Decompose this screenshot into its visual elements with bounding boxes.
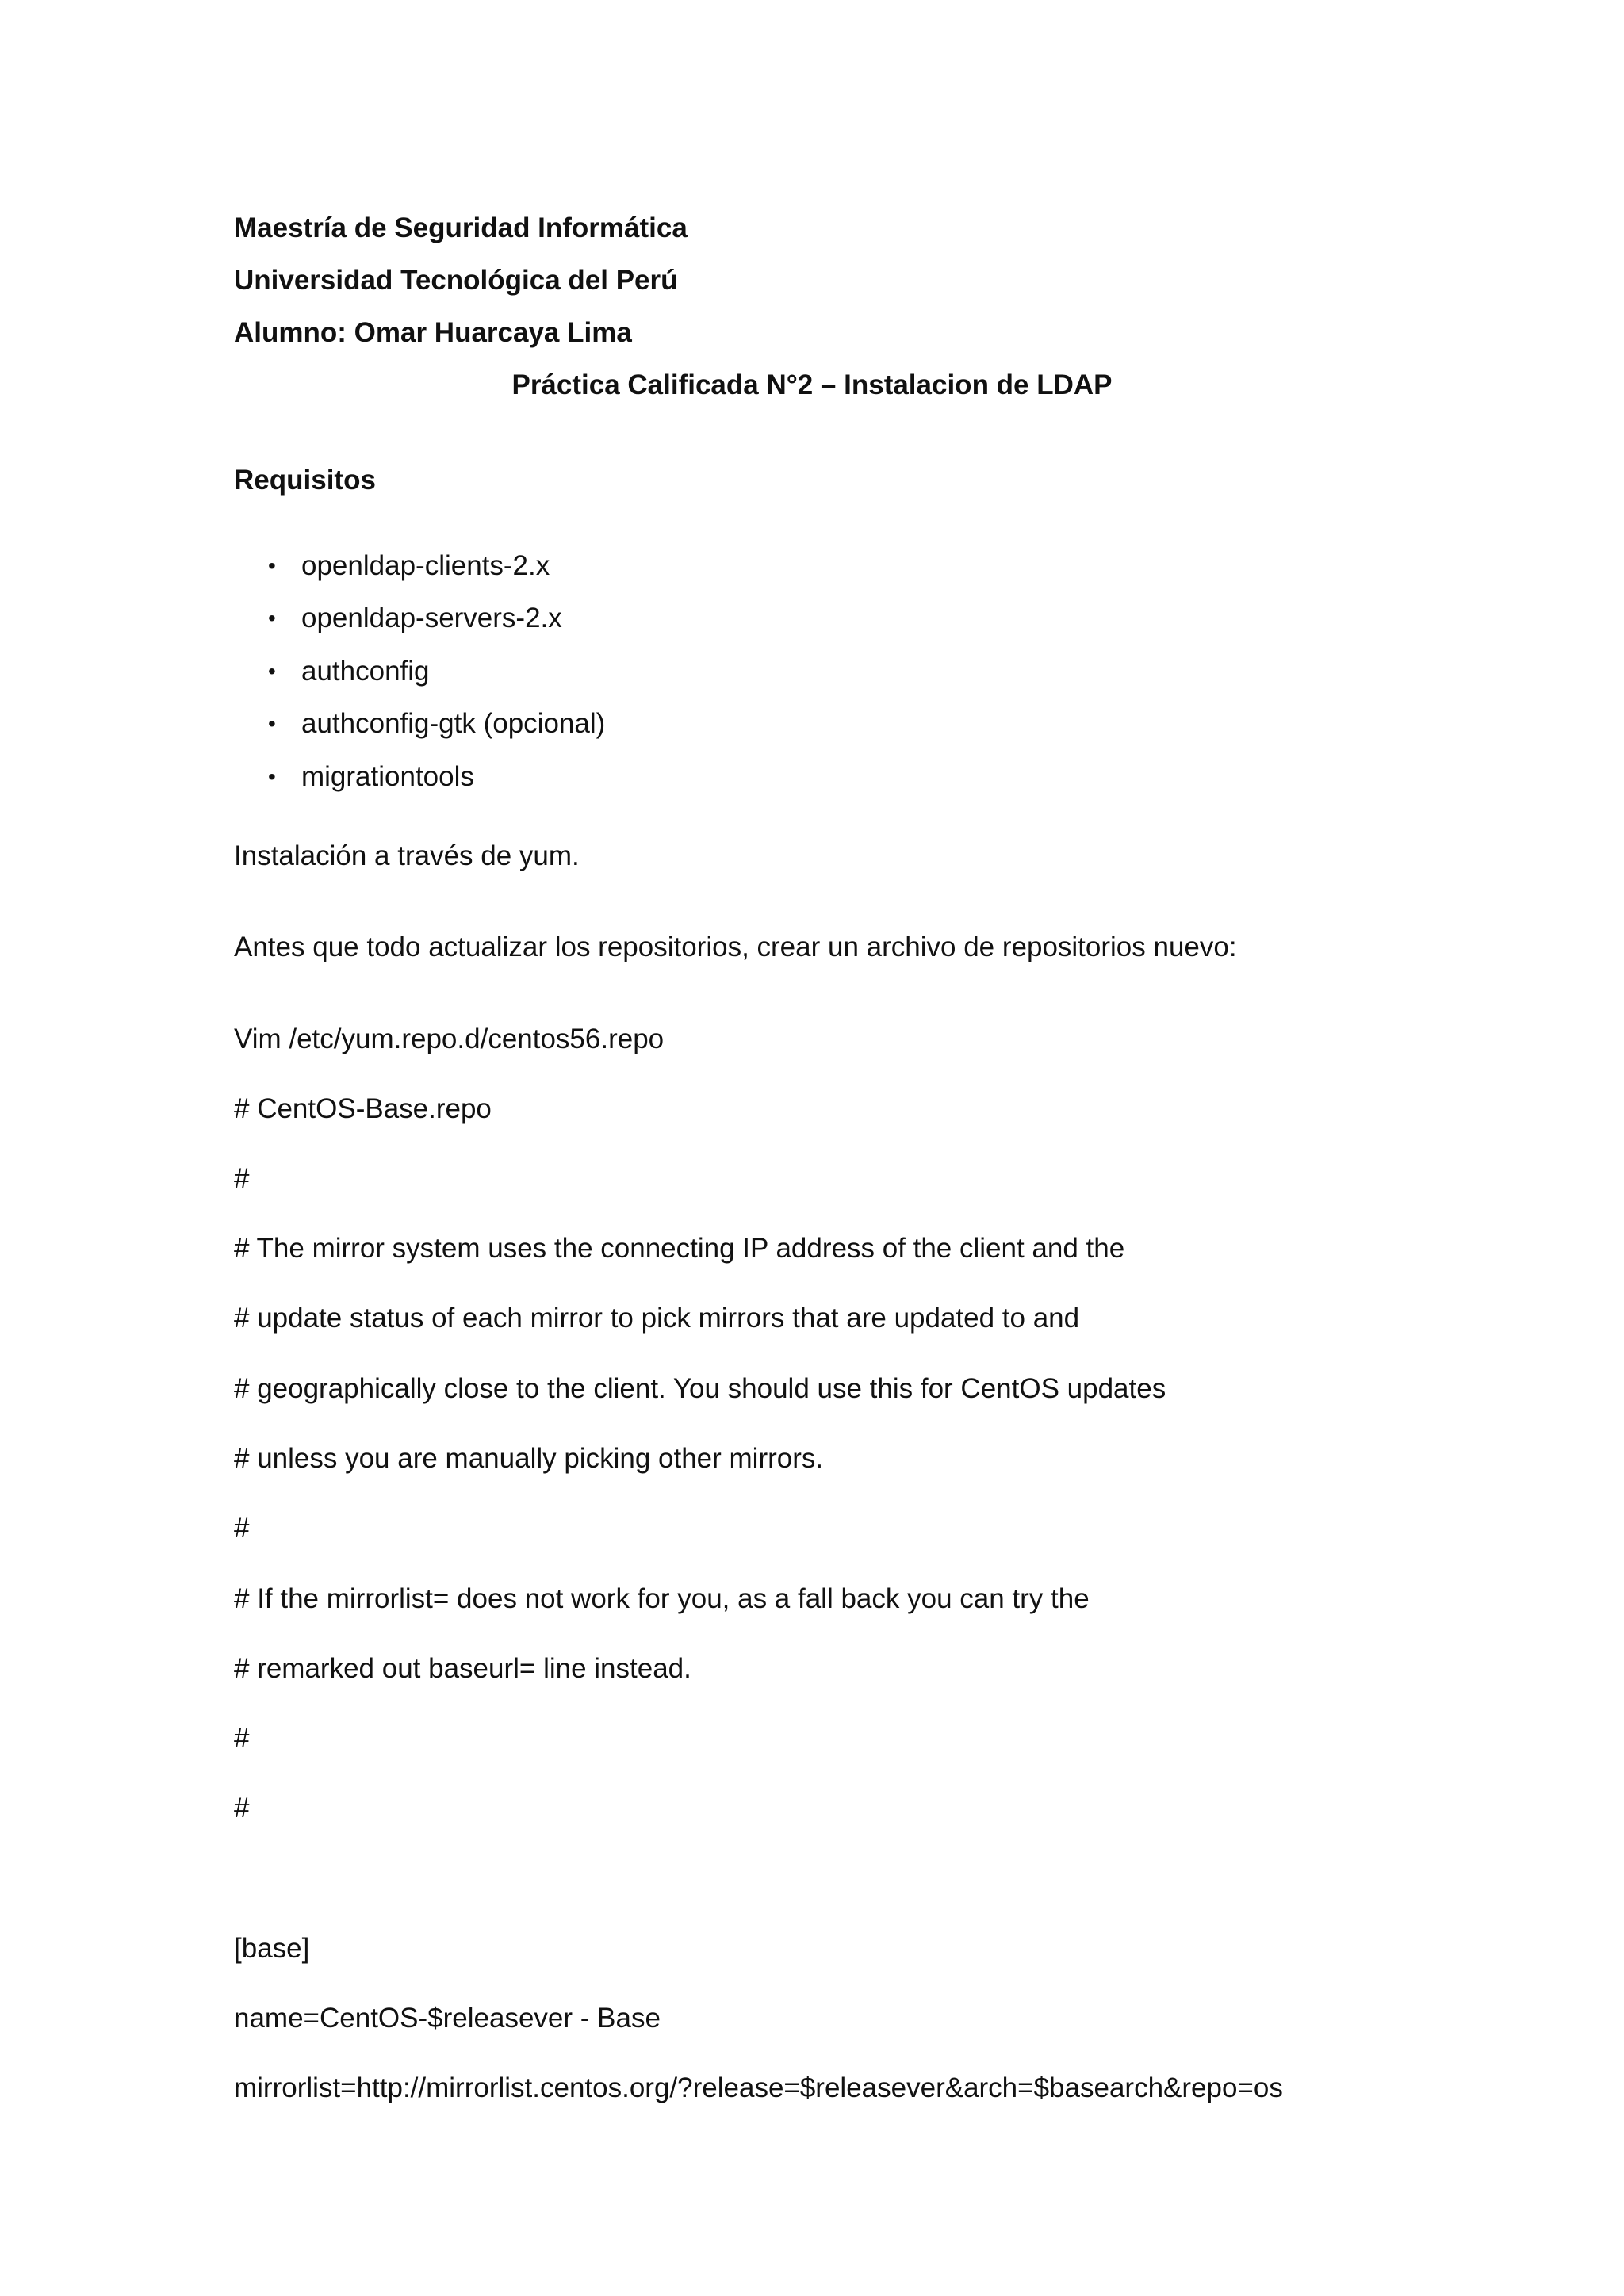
requirements-heading: Requisitos <box>234 465 376 496</box>
bullet-icon: • <box>268 764 276 789</box>
repo-comment-line: # update status of each mirror to pick mirrors that are updated to and <box>234 1303 1080 1334</box>
student-line: Alumno: Omar Huarcaya Lima <box>234 317 632 348</box>
repo-comment-line: # If the mirrorlist= does not work for you, as a fall back you can try the <box>234 1583 1090 1614</box>
repo-comment-line: # remarked out baseurl= line instead. <box>234 1653 691 1684</box>
repo-section-line: [base] <box>234 1933 310 1964</box>
requirement-item-label: authconfig-gtk (opcional) <box>301 708 606 739</box>
bullet-icon: • <box>268 659 276 683</box>
master-program-line: Maestría de Seguridad Informática <box>234 212 688 243</box>
repo-comment-line: # <box>234 1163 250 1194</box>
requirement-item <box>268 706 606 741</box>
requirement-item <box>268 760 474 794</box>
requirement-item <box>268 654 430 689</box>
repo-comment-line: # <box>234 1723 250 1754</box>
university-line: Universidad Tecnológica del Perú <box>234 265 678 296</box>
requirement-item <box>268 601 562 636</box>
repo-comment-line: # geographically close to the client. You should use this for CentOS updates <box>234 1373 1166 1404</box>
repo-name-line: name=CentOS-$releasever - Base <box>234 2003 661 2034</box>
bullet-icon: • <box>268 606 276 630</box>
document-title: Práctica Calificada N°2 – Instalacion de LDAP <box>511 369 1113 400</box>
repo-mirrorlist-line: mirrorlist=http://mirrorlist.centos.org/?release=$releasever&arch=$basearch&repo=os <box>234 2072 1283 2103</box>
repo-comment-line: # CentOS-Base.repo <box>234 1093 492 1124</box>
bullet-icon: • <box>268 711 276 736</box>
update-paragraph: Antes que todo actualizar los repositorios, crear un archivo de repositorios nuevo: <box>234 932 1237 962</box>
install-paragraph: Instalación a través de yum. <box>234 840 580 871</box>
repo-comment-line: # The mirror system uses the connecting IP address of the client and the <box>234 1233 1125 1264</box>
requirement-item-label: openldap-clients-2.x <box>301 550 550 581</box>
requirement-item <box>268 549 550 584</box>
bullet-icon: • <box>268 553 276 578</box>
requirement-item-label: migrationtools <box>301 761 474 792</box>
requirement-item-label: openldap-servers-2.x <box>301 603 562 633</box>
repo-comment-line: # unless you are manually picking other mirrors. <box>234 1443 824 1474</box>
requirement-item-label: authconfig <box>301 656 430 687</box>
vim-command-line: Vim /etc/yum.repo.d/centos56.repo <box>234 1024 665 1054</box>
repo-comment-line: # <box>234 1513 250 1544</box>
repo-comment-line: # <box>234 1793 250 1823</box>
